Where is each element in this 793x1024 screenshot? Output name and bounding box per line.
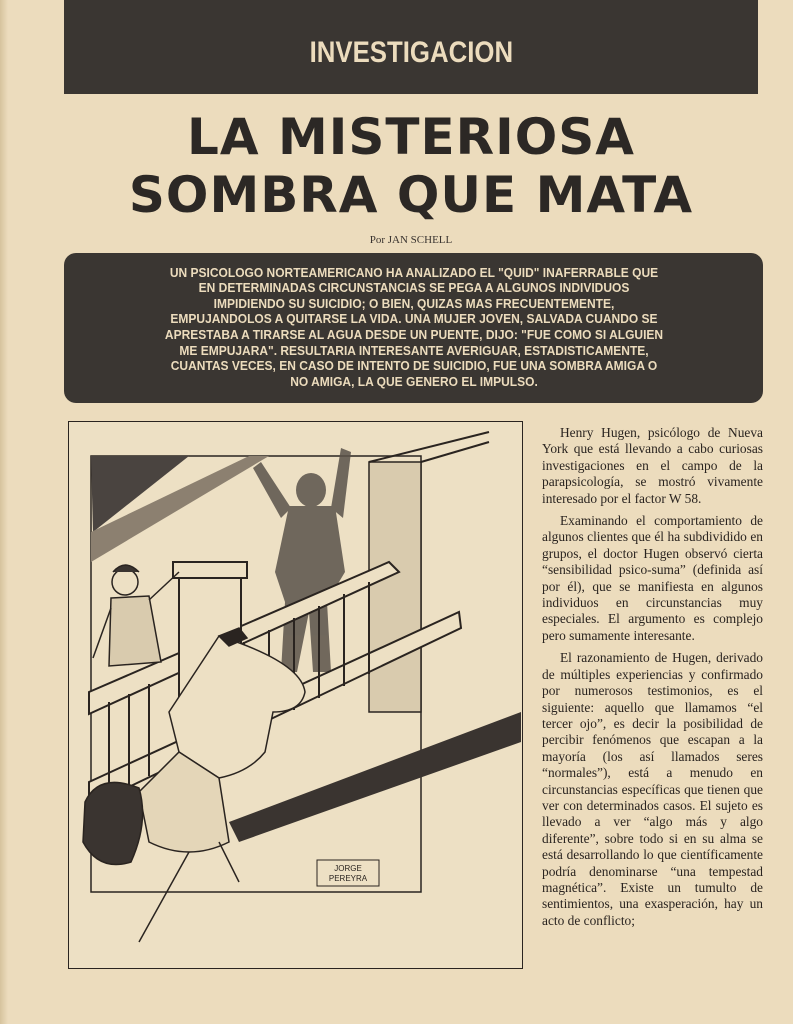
page-edge — [0, 0, 8, 1024]
headline-line-1: LA MISTERIOSA — [187, 108, 635, 166]
artist-signature — [317, 860, 379, 886]
signature-word: JORGE — [334, 864, 362, 873]
signature-word: PEREYRA — [328, 874, 368, 883]
section-header-band — [64, 0, 758, 94]
illustration — [68, 421, 523, 969]
startled-man — [93, 565, 179, 666]
shadow-figure — [253, 448, 351, 672]
body-paragraph: Examinando el comportamiento de algunos clientes que él ha subdividido en grupos, el doctor Hugen observó cierta “sensibilidad psico-suma” (definida así por él), que se manifiesta en algunos individuos en circunstancias muy especiales. El argumento es complejo pero sumamente interesante. — [542, 513, 763, 643]
lead-box — [64, 253, 763, 403]
article-body — [542, 425, 763, 970]
headline — [64, 108, 758, 224]
lead-text: UN PSICOLOGO NORTEAMERICANO HA ANALIZADO EL "QUID" INAFERRABLE QUE EN DETERMINADAS CIRCUNSTANCIAS SE PEGA A ALGUNOS INDIVIDUOS IMPIDIENDO SU SUICIDIO; O BIEN, QUIZAS MAS FRECUENTEMENTE, EMPUJANDOLOS A QUITARSE LA VIDA. UNA MUJER JOVEN, SALVADA CUANDO SE APRESTABA A TIRARSE AL AGUA DESDE UN PUENTE, DIJO: "FUE COMO SI ALGUIEN ME EMPUJARA". RESULTARIA INTERESANTE AVERIGUAR, ESTADISTICAMENTE, CUANTAS VECES, EN CASO DE INTENTO DE SUICIDIO, FUE UNA SOMBRA AMIGA O NO AMIGA, LA QUE GENERO EL IMPULSO. — [164, 265, 663, 389]
falling-woman — [83, 628, 305, 942]
byline: Por JAN SCHELL — [369, 234, 453, 246]
body-paragraph: El razonamiento de Hugen, derivado de múltiples experiencias y confirmado por numerosos testimonios, es el siguiente: aquello que llamamos “el tercer ojo”, es decir la posibilidad de percibir fenómenos que escapan a la mayoría (los así llamados seres “normales”), está a menudo en circunstancias específicas que tienen que ver con determinados casos. El sujeto es llevado a ver “algo más y algo diferente”, sobre todo si en su alma se está desarrollando lo que científicamente podría denominarse “una tempestad magnética”. Existe un tumulto de sentimientos, una exasperación, hay un acto de conflicto; — [542, 650, 763, 928]
headline-line-2: SOMBRA QUE MATA — [128, 166, 694, 224]
body-paragraph: Henry Hugen, psicólogo de Nueva York que está llevando a cabo curiosas investigaciones en el campo de la parapsicología, se mostró vivamente interesado por el factor W 58. — [542, 425, 763, 506]
illustration-drawing — [69, 422, 521, 967]
section-label: INVESTIGACION — [309, 36, 513, 69]
